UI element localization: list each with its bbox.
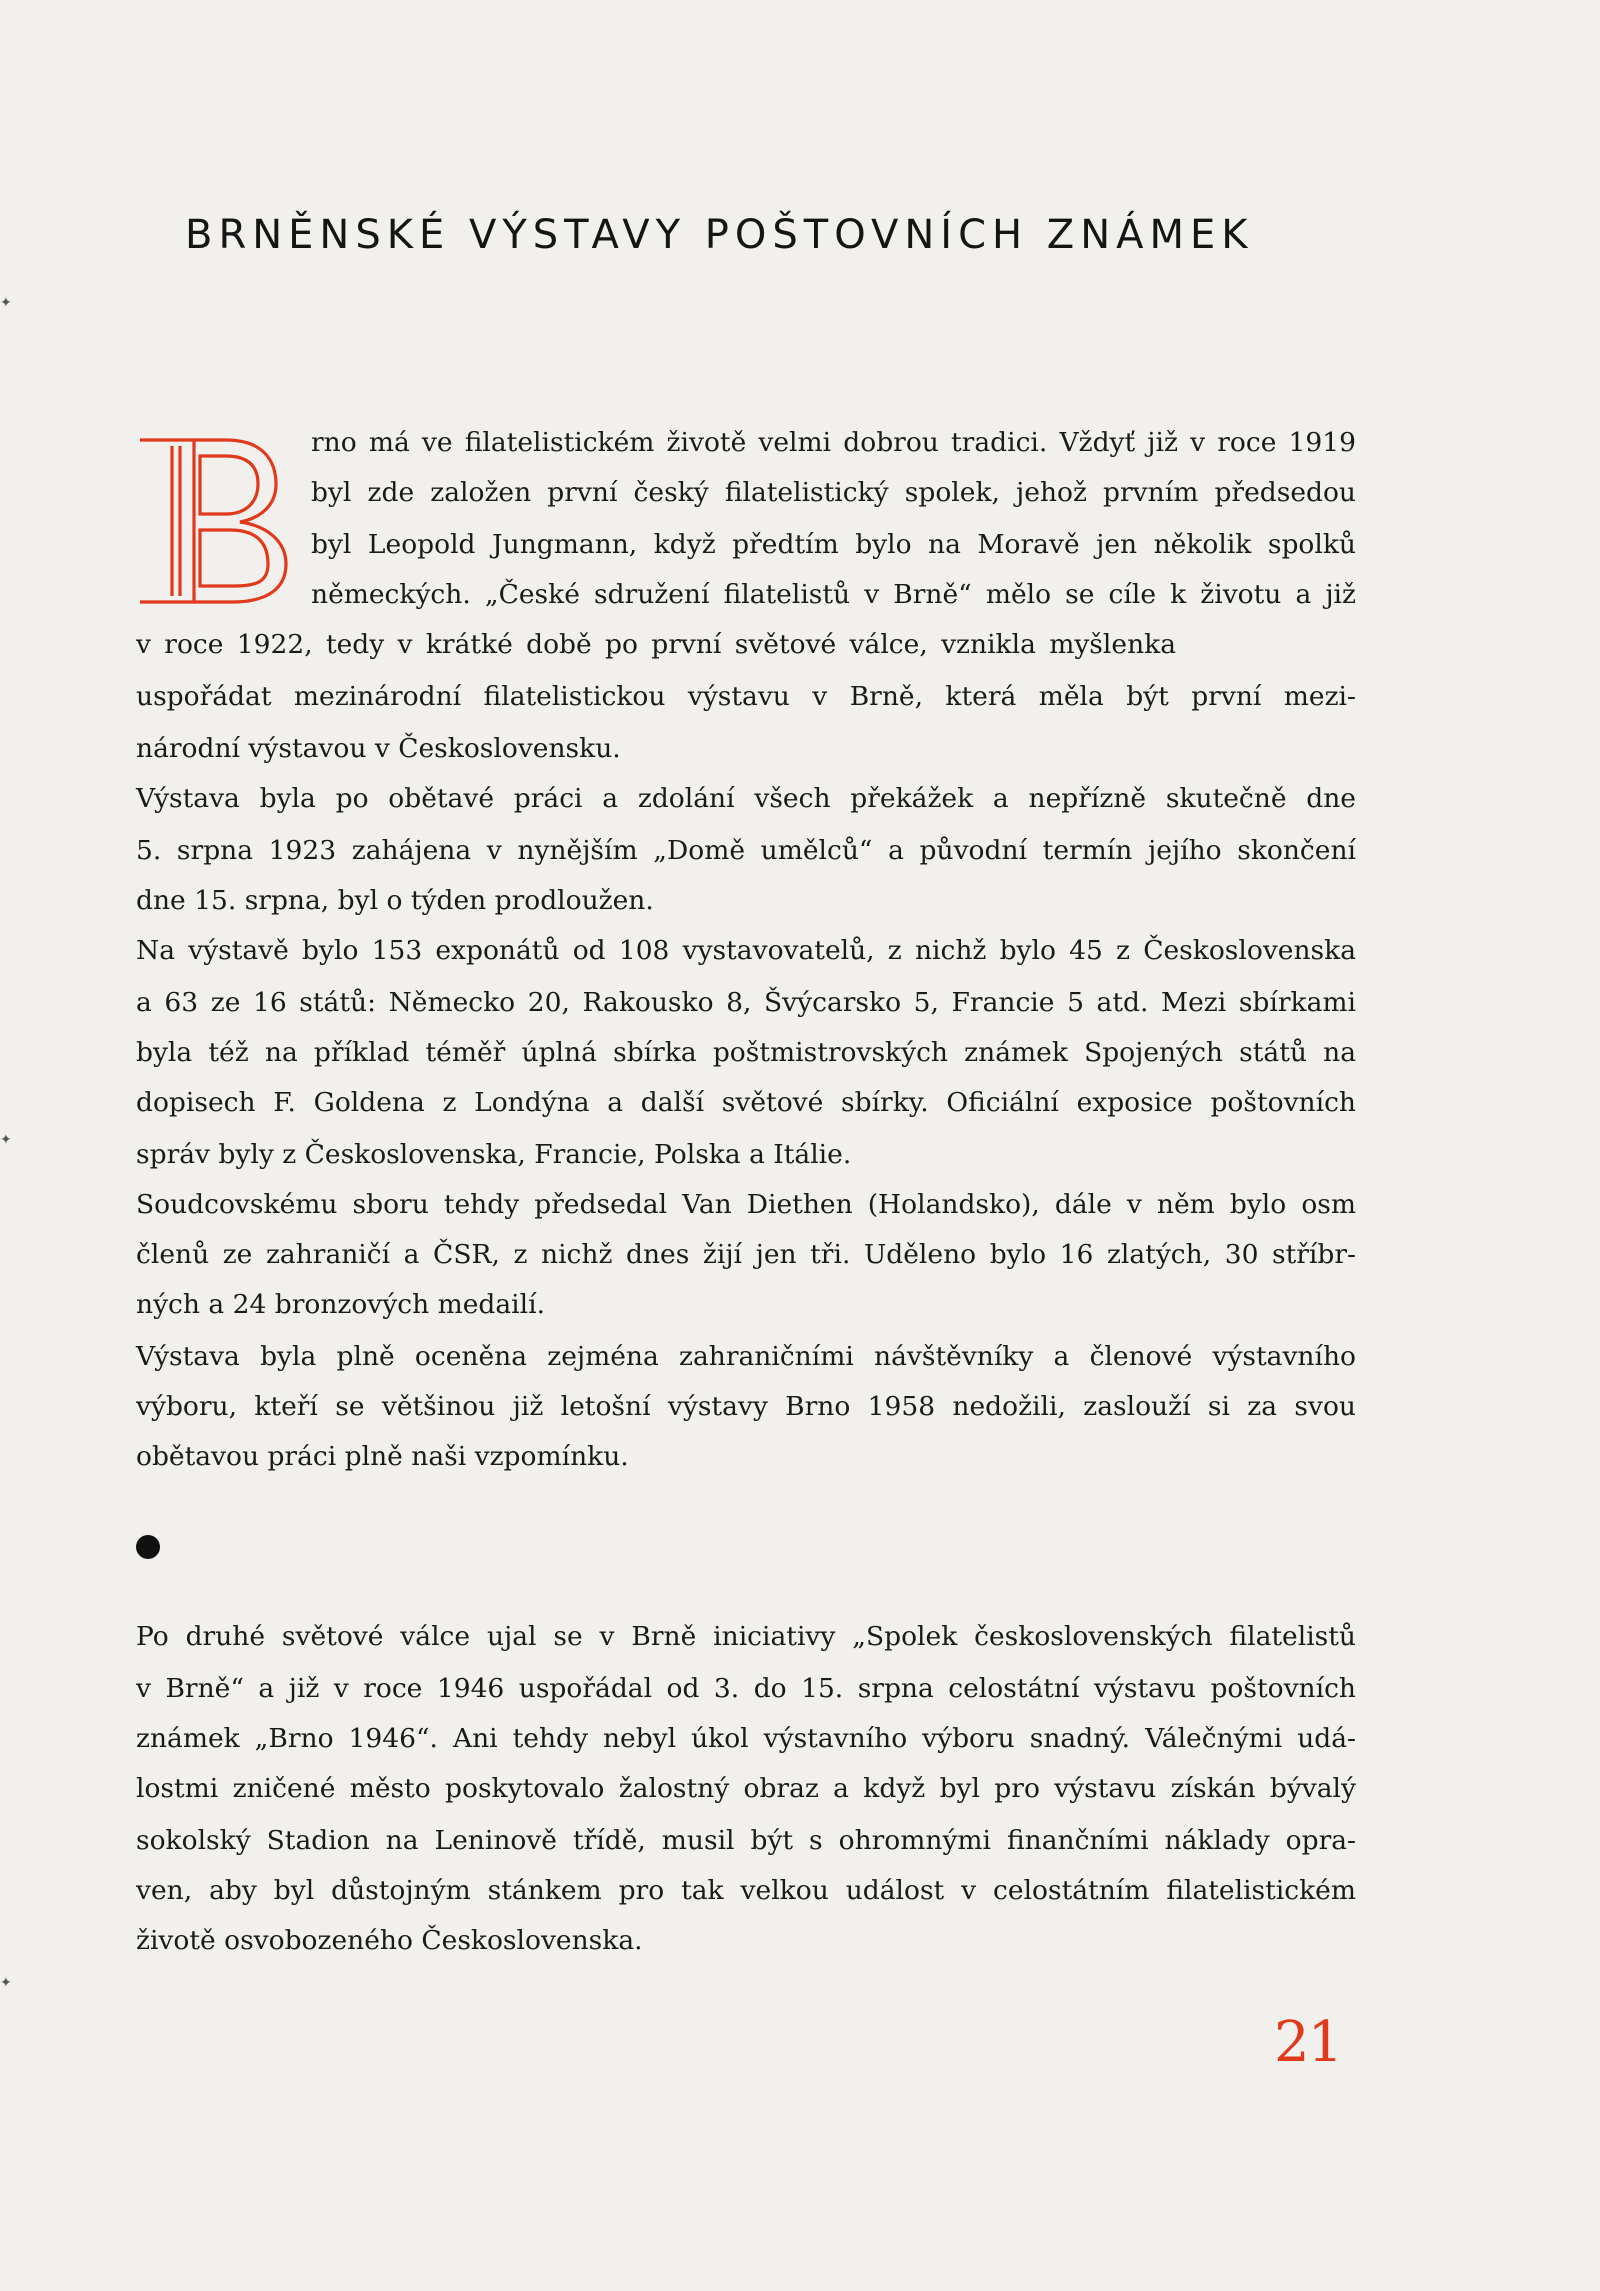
paragraph-line: byl zde založen první český filatelistický spolek, jehož prvním předsedou xyxy=(311,477,1356,508)
paragraph-line: Výstava byla plně oceněna zejména zahraničními návštěvníky a členové výstavního xyxy=(136,1341,1356,1372)
paragraph-line: byl Leopold Jungmann, když předtím bylo na Moravě jen několik spolků xyxy=(311,529,1356,560)
margin-mark-icon: ✦ xyxy=(0,1975,12,1991)
paragraph-line: životě osvobozeného Československa. xyxy=(136,1925,643,1956)
paragraph-line: Výstava byla po obětavé práci a zdolání všech překážek a nepřízně skutečně dne xyxy=(136,783,1356,814)
section-divider-bullet-icon xyxy=(136,1535,160,1559)
paragraph-line: uspořádat mezinárodní filatelistickou výstavu v Brně, která měla být první mezi- xyxy=(136,681,1356,712)
paragraph-line: správ byly z Československa, Francie, Polska a Itálie. xyxy=(136,1139,852,1170)
paragraph-line: dne 15. srpna, byl o týden prodloužen. xyxy=(136,885,654,916)
paragraph-line: lostmi zničené město poskytovalo žalostný obraz a když byl pro výstavu získán bývalý xyxy=(136,1773,1356,1804)
drop-cap-b xyxy=(136,436,296,606)
paragraph-line: rno má ve filatelistickém životě velmi dobrou tradici. Vždyť již v roce 1919 xyxy=(311,427,1356,458)
page-number: 21 xyxy=(1274,2010,1342,2075)
paragraph-line: Soudcovskému sboru tehdy předsedal Van Diethen (Holandsko), dále v něm bylo osm xyxy=(136,1189,1356,1220)
paragraph-line: národní výstavou v Československu. xyxy=(136,733,621,764)
paragraph-line: dopisech F. Goldena z Londýna a další světové sbírky. Oficiální exposice poštovních xyxy=(136,1087,1356,1118)
paragraph-line: německých. „České sdružení filatelistů v Brně“ mělo se cíle k životu a již xyxy=(311,579,1356,610)
paragraph-line: a 63 ze 16 států: Německo 20, Rakousko 8, Švýcarsko 5, Francie 5 atd. Mezi sbírkami xyxy=(136,987,1356,1018)
paragraph-line: Na výstavě bylo 153 exponátů od 108 vystavovatelů, z nichž bylo 45 z Československa xyxy=(136,935,1356,966)
paragraph-line: v Brně“ a již v roce 1946 uspořádal od 3. do 15. srpna celostátní výstavu poštovních xyxy=(136,1673,1356,1704)
paragraph-line: 5. srpna 1923 zahájena v nynějším „Domě umělců“ a původní termín jejího skončení xyxy=(136,835,1356,866)
paragraph-line: členů ze zahraničí a ČSR, z nichž dnes žijí jen tři. Uděleno bylo 16 zlatých, 30 stříbr- xyxy=(136,1239,1356,1270)
page-title: BRNĚNSKÉ VÝSTAVY POŠTOVNÍCH ZNÁMEK xyxy=(185,212,1254,258)
paragraph-line: ven, aby byl důstojným stánkem pro tak velkou událost v celostátním filatelistickém xyxy=(136,1875,1356,1906)
paragraph-line: sokolský Stadion na Leninově třídě, musil být s ohromnými finančními náklady opra- xyxy=(136,1825,1356,1856)
paragraph-line: Po druhé světové válce ujal se v Brně iniciativy „Spolek československých filatelistů xyxy=(136,1621,1356,1652)
paragraph-line: obětavou práci plně naši vzpomínku. xyxy=(136,1441,629,1472)
margin-mark-icon: ✦ xyxy=(0,295,12,311)
margin-mark-icon: ✦ xyxy=(0,1132,12,1148)
paragraph-line: byla též na příklad téměř úplná sbírka poštmistrovských známek Spojených států na xyxy=(136,1037,1356,1068)
paragraph-line: výboru, kteří se většinou již letošní výstavy Brno 1958 nedožili, zaslouží si za svou xyxy=(136,1391,1356,1422)
paragraph-line: ných a 24 bronzových medailí. xyxy=(136,1289,546,1320)
paragraph-line: známek „Brno 1946“. Ani tehdy nebyl úkol výstavního výboru snadný. Válečnými udá- xyxy=(136,1723,1356,1754)
paragraph-line: v roce 1922, tedy v krátké době po první světové válce, vznikla myšlenka xyxy=(136,629,1176,660)
